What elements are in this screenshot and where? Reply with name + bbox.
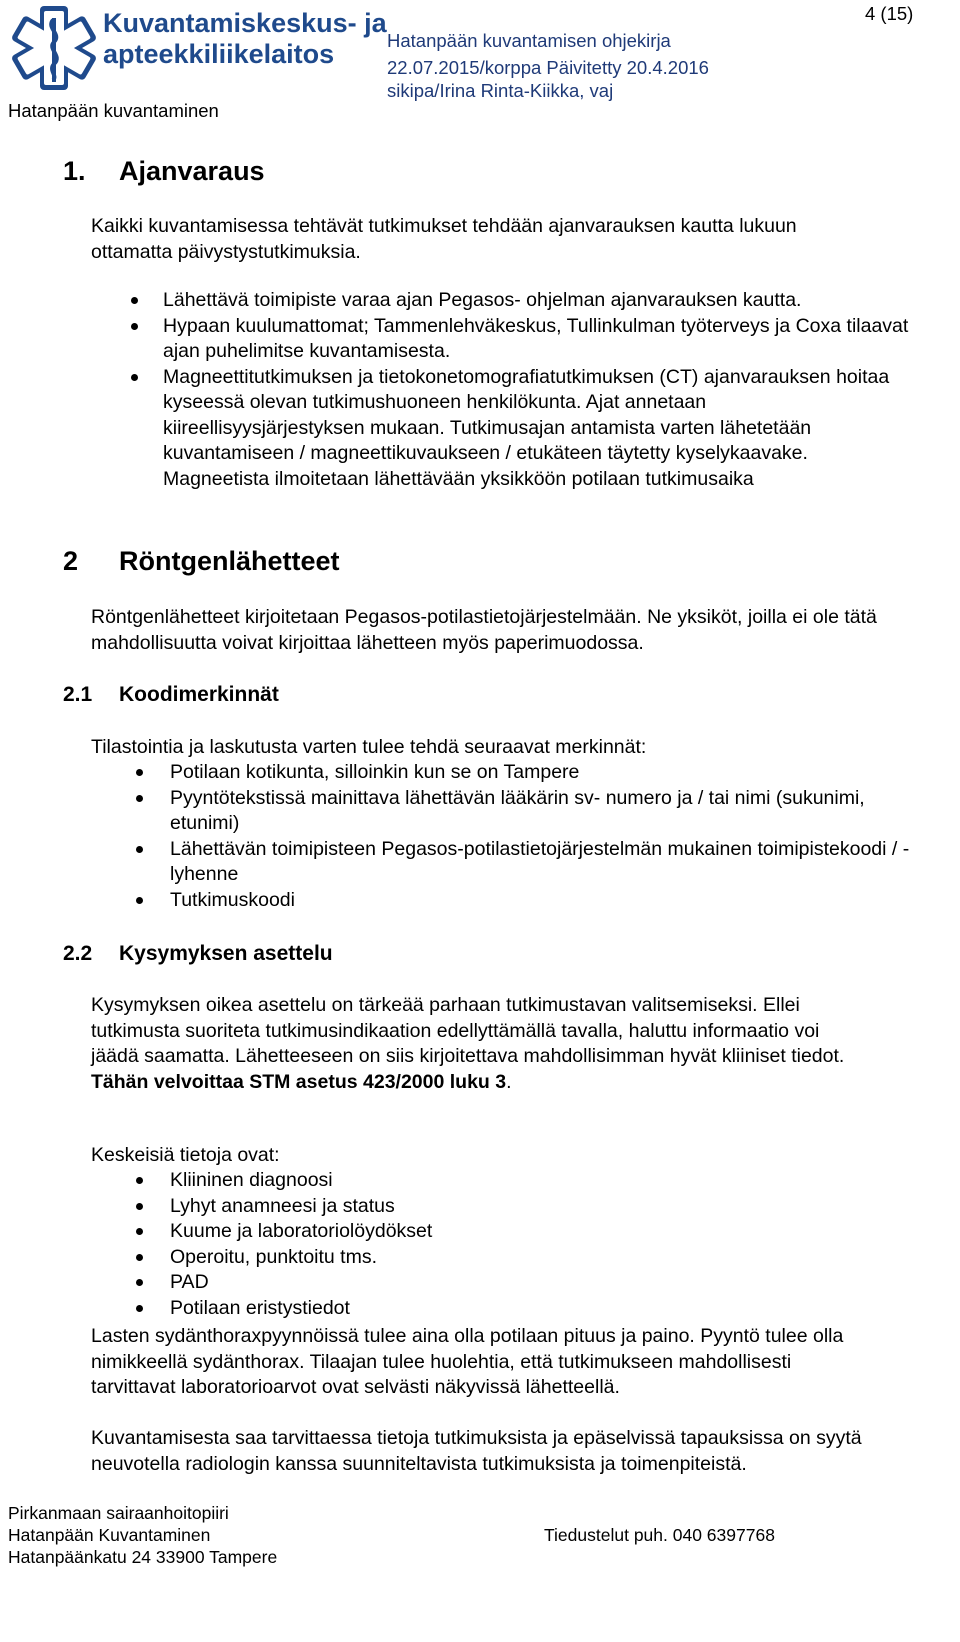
list-item: Lähettävän toimipisteen Pegasos-potilastietojärjestelmän mukainen toimipistekoodi / -lyhenne [170,837,910,888]
section-2-2-title: Kysymyksen asettelu [119,942,333,965]
section-2-text: Röntgenlähetteet kirjoitetaan Pegasos-potilastietojärjestelmään. Ne yksiköt, joilla ei ole tätä mahdollisuutta voivat kirjoittaa lähetteen myös paperimuodossa. [91,606,877,654]
footer-unit: Hatanpään Kuvantaminen [8,1525,211,1545]
section-2-2-body: Kysymyksen oikea asettelu on tärkeää parhaan tutkimustavan valitsemiseksi. Ellei tutkimusta suoriteta tutkimusindikaation edellyttämällä tavalla, haluttu informaatio voi jäädä saamatta. Lähetteeseen on siis kirjoitettava mahdollisimman hyvät kliiniset tiedot. [91,994,845,1067]
list-item: Tutkimuskoodi [170,888,910,914]
footer-address: Hatanpäänkatu 24 33900 Tampere [8,1547,278,1567]
header-doc-title: Hatanpään kuvantamisen ohjekirja [387,30,671,51]
star-of-life-icon [6,2,102,94]
list-item: Kliininen diagnoosi [170,1168,910,1194]
section-1-intro: Kaikki kuvantamisessa tehtävät tutkimukset tehdään ajanvarauksen kautta lukuun ottamatta päivystystutkimuksia. [91,215,797,263]
section-2-2-text [91,993,861,1095]
section-2-2-list-intro: Keskeisiä tietoja ovat: [91,1144,280,1166]
logo-text-line-1: Kuvantamiskeskus- ja [103,8,387,38]
section-2-1-intro: Tilastointia ja laskutusta varten tulee tehdä seuraavat merkinnät: [91,736,647,758]
section-2-title: Röntgenlähetteet [119,546,340,576]
section-2-number: 2 [63,546,79,576]
header-doc-meta-2: sikipa/Irina Rinta-Kiikka, vaj [387,80,614,101]
logo-text-line-2: apteekkiliikelaitos [103,39,335,69]
list-item: Lyhyt anamneesi ja status [170,1194,910,1220]
footer-contact: Tiedustelut puh. 040 6397768 [544,1525,775,1545]
list-item: Operoitu, punktoitu tms. [170,1245,910,1271]
section-2-1-title: Koodimerkinnät [119,683,279,706]
header-doc-meta-1: 22.07.2015/korppa Päivitetty 20.4.2016 [387,57,709,78]
section-2-1-bullet-list [170,760,910,913]
section-1-number: 1. [63,156,86,186]
header-unit: Hatanpään kuvantaminen [8,100,219,121]
page-number: 4 (15) [865,3,914,24]
section-1-title: Ajanvaraus [119,156,265,186]
list-item: Lähettävä toimipiste varaa ajan Pegasos- ohjelman ajanvarauksen kautta. [163,288,913,314]
list-item: PAD [170,1270,910,1296]
list-item: Potilaan kotikunta, silloinkin kun se on Tampere [170,760,910,786]
legal-reference: Tähän velvoittaa STM asetus 423/2000 luku 3 [91,1070,507,1093]
list-item: Pyyntötekstissä mainittava lähettävän lääkärin sv- numero ja / tai nimi (sukunimi, etunimi) [170,786,910,837]
list-item: Kuume ja laboratoriolöydökset [170,1219,910,1245]
section-2-2-bullet-list [170,1168,910,1321]
section-2-2-closing: Kuvantamisesta saa tarvittaessa tietoja tutkimuksista ja epäselvissä tapauksissa on syytä neuvotella radiologin kanssa suunniteltavista tutkimuksista ja toimenpiteistä. [91,1427,862,1475]
footer-org: Pirkanmaan sairaanhoitopiiri [8,1503,229,1523]
section-2-1-number: 2.1 [63,683,93,706]
logo-wordmark [103,8,387,70]
list-item: Hypaan kuulumattomat; Tammenlehväkeskus, Tullinkulman työterveys ja Coxa tilaavat ajan puhelimitse kuvantamisesta. [163,314,913,365]
list-item: Potilaan eristystiedot [170,1296,910,1322]
list-item: Magneettitutkimuksen ja tietokonetomografiatutkimuksen (CT) ajanvarauksen hoitaa kyseessä olevan tutkimushuoneen henkilökunta. Ajat annetaan kiireellisyysjärjestyksen mukaan. Tutkimusajan antamista varten lähetetään kuvantamiseen / magneettikuvaukseen / etukäteen täytetty kyselykaavake. Magneetista ilmoitetaan lähettävään yksikköön potilaan tutkimusaika [163,365,913,493]
section-2-2-after-list: Lasten sydänthoraxpyynnöissä tulee aina olla potilaan pituus ja paino. Pyyntö tulee olla nimikkeellä sydänthorax. Tilaajan tulee huolehtia, että tutkimukseen mahdollisesti tarvittavat laboratorioarvot ovat selvästi näkyvissä lähetteellä. [91,1325,844,1398]
legal-reference-suffix: . [506,1070,512,1093]
section-1-bullet-list [163,288,913,492]
section-2-2-number: 2.2 [63,942,93,965]
